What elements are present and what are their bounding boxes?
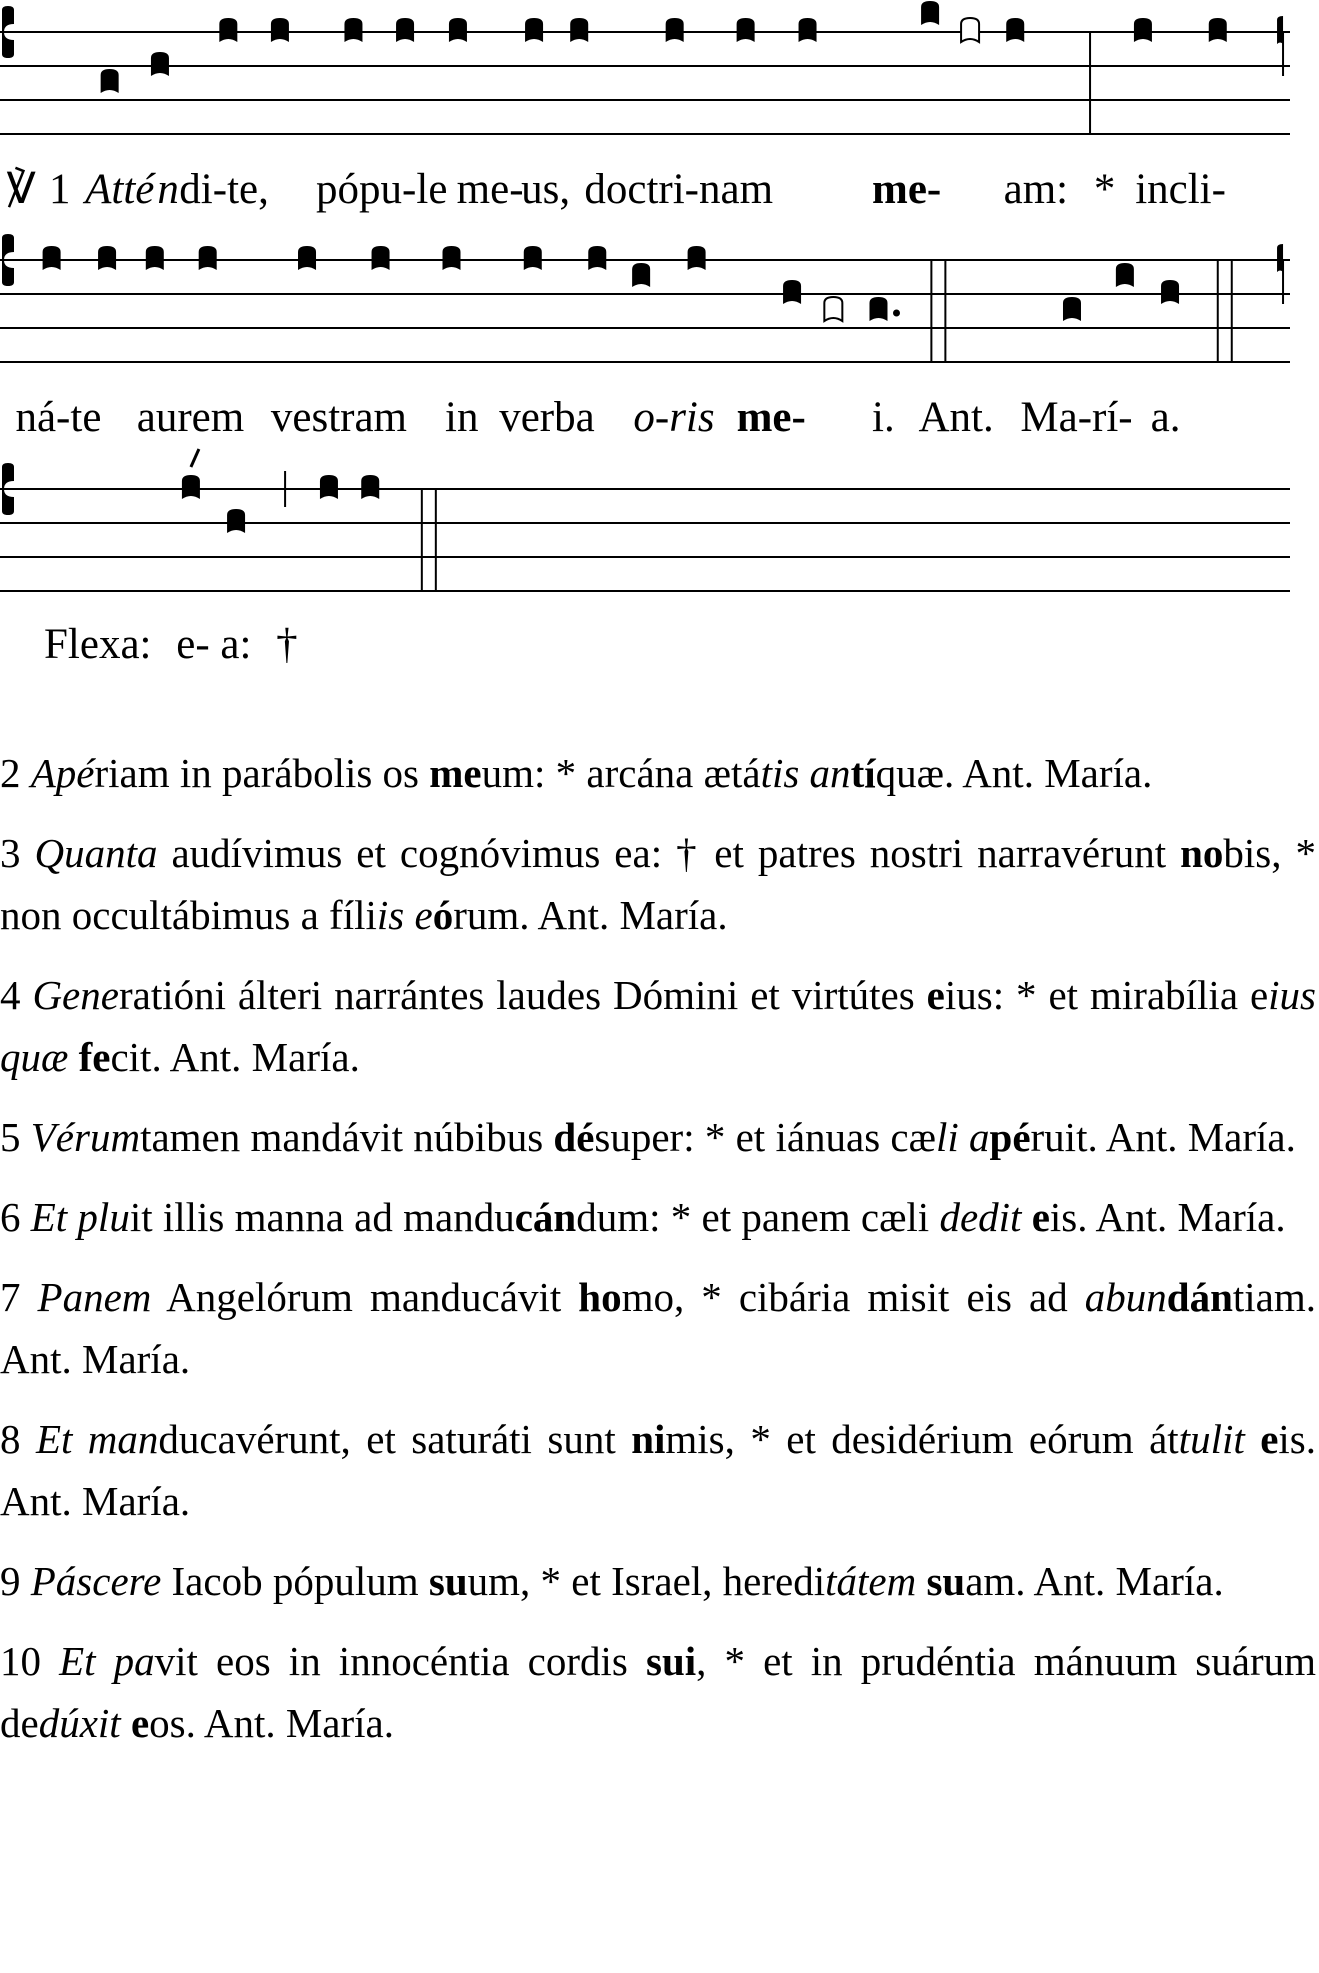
versicle-icon: ℣	[6, 166, 36, 213]
verse-text: am. Ant. María.	[965, 1558, 1224, 1604]
verse-text: ratióni álteri narrántes laudes Dómini et virtútes	[118, 972, 927, 1018]
verse-number: 9	[0, 1558, 21, 1604]
verse-text	[21, 972, 33, 1018]
preparatory-syllable: Gene	[32, 972, 119, 1018]
psalm-verse	[0, 742, 1316, 804]
verse-number: 6	[0, 1194, 21, 1240]
verse-text: dum: * et panem cæli	[576, 1194, 940, 1240]
verse-text: it illis manna ad mandu	[129, 1194, 515, 1240]
preparatory-syllable: Et pa	[59, 1638, 155, 1684]
lyric-syllable: Ant.	[918, 394, 994, 441]
psalm-verse	[0, 1408, 1316, 1532]
punctum-note	[101, 69, 119, 93]
accent-syllable: ni	[631, 1416, 666, 1462]
punctum-note	[1209, 18, 1227, 42]
punctum-note	[151, 52, 169, 76]
punctum-note	[1063, 297, 1081, 321]
punctum-note	[1006, 18, 1024, 42]
punctum-note	[632, 263, 650, 287]
verse-text	[21, 1194, 31, 1240]
lyric-syllable: me-	[456, 166, 524, 213]
verse-text: um, * et Israel, heredi	[467, 1558, 826, 1604]
psalm-verse	[0, 1186, 1316, 1248]
verse-text: um: * arcána ætá	[481, 750, 761, 796]
punctum-note	[43, 246, 61, 270]
accent-syllable: me	[429, 750, 482, 796]
preparatory-syllable: Apé	[30, 750, 95, 796]
verse-text: os. Ant. María.	[149, 1700, 394, 1746]
verse-number: 2	[0, 750, 21, 796]
lyric-syllable: me-	[872, 166, 942, 213]
lyric-syllable: Atté	[85, 166, 155, 213]
accent-syllable: ó	[432, 892, 454, 938]
preparatory-syllable: Páscere	[30, 1558, 162, 1604]
verse-text: audívimus et cognóvimus ea: † et patres nostri narravérunt	[157, 830, 1181, 876]
lyric-syllable: 1	[49, 166, 71, 213]
verse-text	[121, 1700, 131, 1746]
lyric-syllable: incli-	[1135, 166, 1226, 213]
lyric-syllable: us,	[521, 166, 571, 213]
preparatory-syllable: ius quæ	[0, 972, 1317, 1080]
verse-text: mis, * et desidérium eórum át	[665, 1416, 1179, 1462]
preparatory-syllable: tulit	[1178, 1416, 1245, 1462]
verse-number: 4	[0, 972, 21, 1018]
psalm-verse	[0, 1266, 1316, 1390]
lyric-syllable: am:	[1003, 166, 1069, 213]
verse-text	[21, 830, 35, 876]
lyric-syllable: doctri-nam	[584, 166, 774, 213]
preparatory-syllable: Quanta	[34, 830, 158, 876]
verse-text	[41, 1638, 59, 1684]
lyric-syllable: ná-te	[15, 394, 102, 441]
flexa-syllables: e- a:	[176, 621, 252, 668]
lyric-syllable: a.	[1150, 394, 1181, 441]
punctum-note	[219, 18, 237, 42]
staff-group	[0, 234, 1290, 362]
verse-text: is. Ant. María.	[0, 1416, 1316, 1524]
verse-text: ius: * et mirabília e	[944, 972, 1269, 1018]
punctum-note	[1134, 18, 1152, 42]
lyrics-line-1	[0, 168, 1290, 218]
verse-text: riam in parábolis os	[94, 750, 430, 796]
verse-text: mo, * cibária misit eis ad	[621, 1274, 1085, 1320]
lyric-syllable: me-	[736, 394, 806, 441]
verse-text	[21, 1274, 38, 1320]
verse-text: rum. Ant. María.	[453, 892, 728, 938]
lyric-syllable: verba	[499, 394, 595, 441]
verse-text: quæ. Ant. María.	[875, 750, 1153, 796]
lyric-syllable: Ma-rí-	[1020, 394, 1133, 441]
accent-syllable: fe	[78, 1034, 111, 1080]
flexa-line	[44, 620, 312, 669]
chant-staff-3	[0, 485, 1290, 627]
accent-syllable: e	[130, 1700, 150, 1746]
punctum-note	[449, 18, 467, 42]
lyrics-line-2	[0, 396, 1290, 446]
accent-syllable: pé	[989, 1114, 1031, 1160]
accent-syllable: e	[1260, 1416, 1279, 1462]
accent-syllable: no	[1180, 830, 1224, 876]
lyric-syllable: n	[157, 166, 179, 213]
accent-syllable: cán	[514, 1194, 577, 1240]
psalm-verse	[0, 1106, 1316, 1168]
punctum-note	[396, 18, 414, 42]
verse-text: is. Ant. María.	[1049, 1194, 1286, 1240]
lyric-syllable: pópu-le	[316, 166, 448, 213]
preparatory-syllable: tátem	[825, 1558, 917, 1604]
punctum-note	[271, 18, 289, 42]
preparatory-syllable: dedit	[939, 1194, 1022, 1240]
verse-number: 3	[0, 830, 21, 876]
psalm-verse	[0, 1630, 1316, 1754]
verse-text: Angelórum manducávit	[151, 1274, 579, 1320]
mora-dot	[893, 310, 900, 317]
accent-syllable: su	[926, 1558, 966, 1604]
preparatory-syllable: Vérum	[30, 1114, 141, 1160]
verse-text: tamen mandávit núbibus	[140, 1114, 554, 1160]
punctum-note	[146, 246, 164, 270]
chant-staff-1	[0, 28, 1290, 170]
psalm-verse	[0, 822, 1316, 946]
punctum-note	[666, 18, 684, 42]
preparatory-syllable: is e	[376, 892, 433, 938]
punctum-note	[1161, 280, 1179, 304]
accent-syllable: e	[1031, 1194, 1050, 1240]
preparatory-syllable: Et plu	[30, 1194, 130, 1240]
verse-text: tiam. Ant. María.	[0, 1274, 1317, 1382]
verse-text: ducavérunt, et saturáti sunt	[158, 1416, 632, 1462]
verse-text	[21, 1114, 31, 1160]
psalm-verse	[0, 1550, 1316, 1612]
punctum-note	[199, 246, 217, 270]
punctum-note	[921, 1, 939, 25]
verse-text: cit. Ant. María.	[110, 1034, 360, 1080]
psalm-verses	[0, 742, 1316, 1772]
verse-text	[21, 1558, 31, 1604]
punctum-note	[227, 509, 245, 533]
preparatory-syllable: tis an	[760, 750, 851, 796]
accent-syllable: dé	[553, 1114, 595, 1160]
flexa-label: Flexa:	[44, 621, 152, 668]
staff-svg	[0, 256, 1290, 398]
punctum-note	[98, 246, 116, 270]
verse-number: 8	[0, 1416, 21, 1462]
punctum-note	[344, 18, 362, 42]
accent-syllable: sui	[645, 1638, 697, 1684]
verse-text	[1021, 1194, 1031, 1240]
punctum-note	[525, 18, 543, 42]
preparatory-syllable: Et man	[35, 1416, 159, 1462]
verse-text: ruit. Ant. María.	[1030, 1114, 1296, 1160]
punctum-note	[372, 246, 390, 270]
preparatory-syllable: Panem	[37, 1274, 152, 1320]
verse-text: super: * et iánuas cæ	[594, 1114, 936, 1160]
verse-text: , * et in prudéntia mánuum suárum de	[0, 1638, 1317, 1746]
psalm-verse	[0, 964, 1316, 1088]
punctum-note	[588, 246, 606, 270]
punctum-note	[1116, 263, 1134, 287]
preparatory-syllable: li a	[935, 1114, 990, 1160]
flexa-dagger-icon: †	[276, 621, 298, 668]
punctum-note	[182, 475, 200, 499]
verse-text: Iacob pópulum	[161, 1558, 429, 1604]
staff-group	[0, 1, 1290, 134]
chant-staff-2	[0, 256, 1290, 398]
hollow-note	[824, 297, 842, 321]
lyric-syllable: *	[1093, 166, 1116, 213]
punctum-note	[361, 475, 379, 499]
verse-text	[1245, 1416, 1260, 1462]
staff-svg	[0, 485, 1290, 627]
preparatory-syllable: abun	[1084, 1274, 1167, 1320]
punctum-note	[570, 18, 588, 42]
verse-text	[21, 1416, 36, 1462]
punctum-note	[524, 246, 542, 270]
punctum-note	[320, 475, 338, 499]
verse-text	[68, 1034, 78, 1080]
punctum-note	[783, 280, 801, 304]
punctum-note	[799, 18, 817, 42]
lyric-syllable: aurem	[136, 394, 245, 441]
hollow-note	[961, 18, 979, 42]
lyric-syllable: i.	[872, 394, 895, 441]
punctum-note	[737, 18, 755, 42]
lyric-syllable: o-ris	[633, 394, 715, 441]
punctum-note	[688, 246, 706, 270]
accent-syllable: e	[926, 972, 945, 1018]
verse-text	[21, 750, 31, 796]
verse-number: 7	[0, 1274, 21, 1320]
verse-text: bis, * non occultábimus a fíli	[0, 830, 1316, 938]
accent-syllable: tí	[850, 750, 876, 796]
lyric-syllable: in	[445, 394, 479, 441]
lyric-syllable: di-te,	[179, 166, 269, 213]
ictus-mark	[191, 449, 199, 467]
staff-svg	[0, 28, 1290, 170]
verse-text	[916, 1558, 926, 1604]
verse-text: vit eos in innocéntia cordis	[154, 1638, 646, 1684]
verse-number: 5	[0, 1114, 21, 1160]
verse-number: 10	[0, 1638, 41, 1684]
preparatory-syllable: dúxit	[38, 1700, 121, 1746]
staff-group	[0, 449, 1290, 591]
accent-syllable: ho	[578, 1274, 622, 1320]
punctum-note	[869, 297, 887, 321]
accent-syllable: dán	[1166, 1274, 1233, 1320]
accent-syllable: su	[428, 1558, 468, 1604]
punctum-note	[443, 246, 461, 270]
lyric-syllable: vestram	[270, 394, 408, 441]
punctum-note	[298, 246, 316, 270]
